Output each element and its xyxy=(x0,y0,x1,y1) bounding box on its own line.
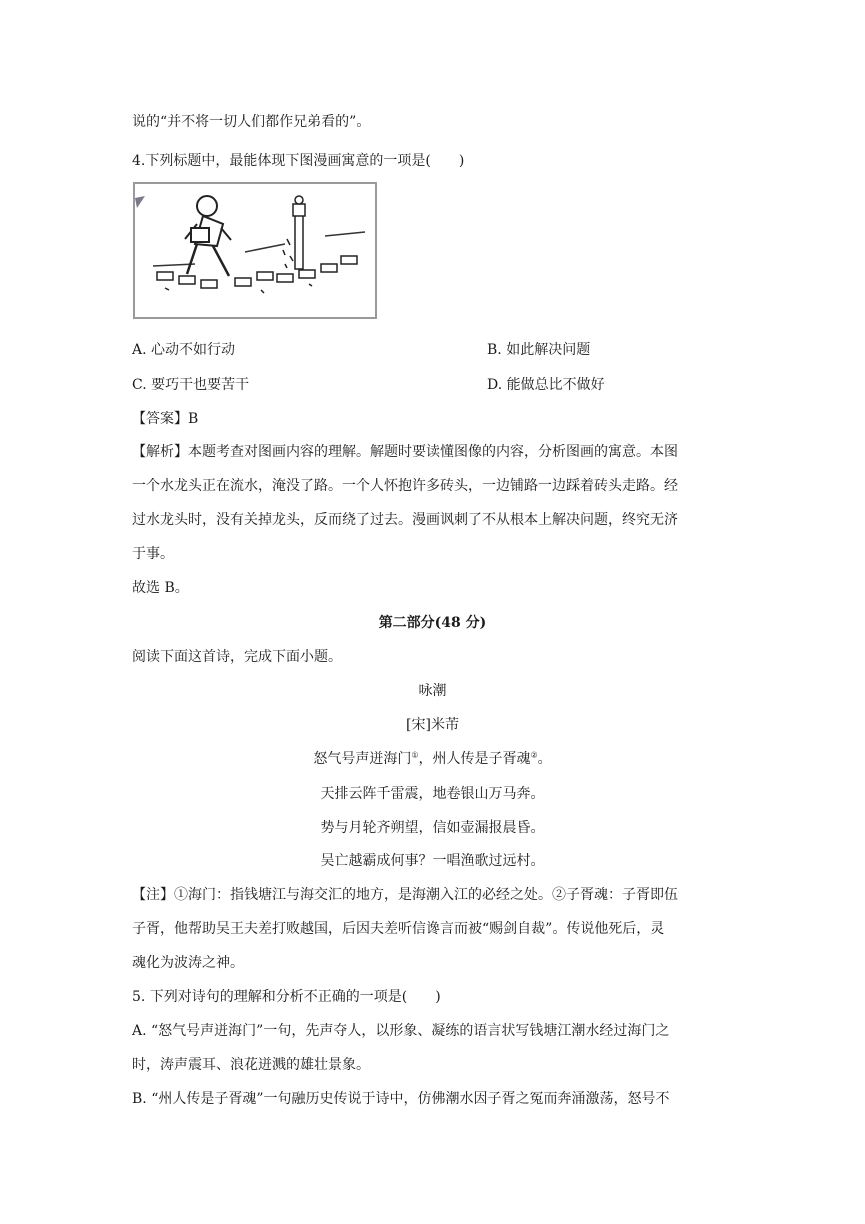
poem-line: 势与月轮齐朔望，信如壶漏报晨昏。 xyxy=(320,820,545,836)
option-d: D. 能做总比不做好 xyxy=(487,377,605,393)
note-line: 子胥，他帮助吴王夫差打败越国，后因夫差听信谗言而被“赐剑自裁”。传说他死后，灵 xyxy=(132,921,665,937)
analysis-line: 于事。 xyxy=(132,546,174,562)
section-heading: 第二部分(48 分) xyxy=(378,615,487,631)
option-b: B. 如此解决问题 xyxy=(487,342,591,358)
poem-line: 怒气号声迸海门①，州人传是子胥魂②。 xyxy=(313,750,552,767)
question-4: 4.下列标题中，最能体现下图漫画寓意的一项是( ) xyxy=(132,153,465,169)
option-a: A. 心动不如行动 xyxy=(132,342,236,358)
question-5: 5. 下列对诗句的理解和分析不正确的一项是( ) xyxy=(132,989,441,1005)
poem-author: [宋]米芾 xyxy=(406,717,459,733)
cartoon-drawing xyxy=(135,184,375,317)
instruction: 阅读下面这首诗，完成下面小题。 xyxy=(132,649,342,665)
text-line: 说的“并不将一切人们都作兄弟看的”。 xyxy=(132,114,371,130)
option-line: A. “怒气号声迸海门”一句，先声夺人，以形象、凝练的语言状写钱塘江潮水经过海门之 xyxy=(132,1023,670,1039)
poem-line: 天排云阵千雷震，地卷银山万马奔。 xyxy=(320,786,545,802)
option-c: C. 要巧干也要苦干 xyxy=(132,377,250,393)
option-line: 时，涛声震耳、浪花迸溅的雄壮景象。 xyxy=(132,1057,370,1073)
option-line: B. “州人传是子胥魂”一句融历史传说于诗中，仿佛潮水因子胥之冤而奔涌激荡，怒号不 xyxy=(132,1091,670,1107)
analysis-line: 一个水龙头正在流水，淹没了路。一个人怀抱许多砖头，一边铺路一边踩着砖头走路。经 xyxy=(132,478,678,494)
answer: 【答案】B xyxy=(132,411,199,427)
poem-title: 咏潮 xyxy=(418,683,447,699)
analysis-line: 【解析】本题考查对图画内容的理解。解题时要读懂图像的内容，分析图画的寓意。本图 xyxy=(132,444,678,460)
select-line: 故选 B。 xyxy=(132,580,189,596)
cartoon-image xyxy=(133,182,377,319)
note-line: 【注】①海门：指钱塘江与海交汇的地方，是海潮入江的必经之处。②子胥魂：子胥即伍 xyxy=(132,887,678,903)
analysis-line: 过水龙头时，没有关掉龙头，反而绕了过去。漫画讽刺了不从根本上解决问题，终究无济 xyxy=(132,512,678,528)
note-line: 魂化为波涛之神。 xyxy=(132,955,244,971)
poem-line: 吴亡越霸成何事？一唱渔歌过远村。 xyxy=(320,853,545,869)
